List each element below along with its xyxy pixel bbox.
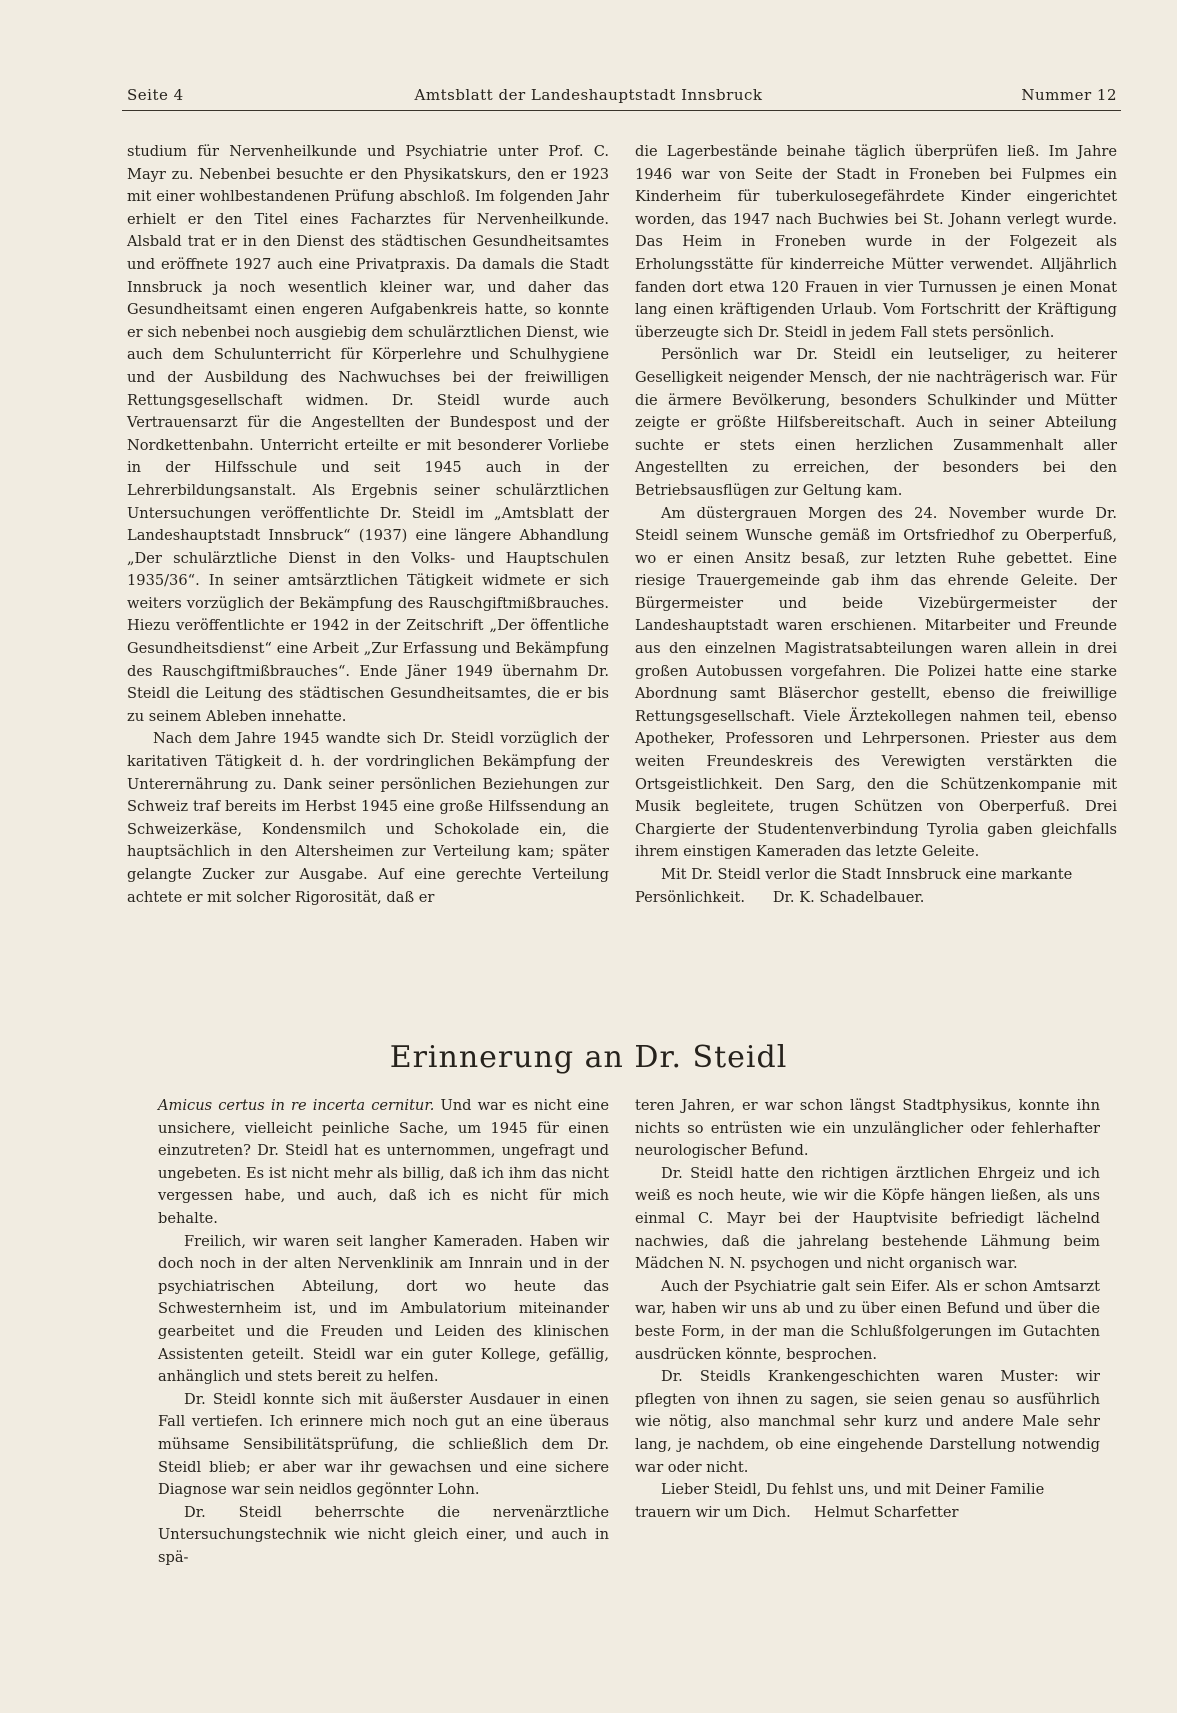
closing-paragraph (635, 1479, 1100, 1524)
obituary-right-column (635, 141, 1117, 909)
latin-quote: Amicus certus in re incerta cernitur. (158, 1097, 435, 1114)
memorial-title: Erinnerung an Dr. Steidl (389, 1040, 788, 1075)
paragraph: studium für Nervenheilkunde und Psychiatrie unter Prof. C. Mayr zu. Nebenbei besuchte er den Physikatskurs, den er 1923 mit einer wohlbestandenen Prüfung abschloß. Im folgenden Jahr erhielt er den Titel eines Facharztes für Nervenheilkunde. Alsbald trat er in den Dienst des städtischen Gesundheitsamtes und eröffnete 1927 auch eine Privatpraxis. Da damals die Stadt Innsbruck ja noch wesentlich kleiner war, und daher das Gesundheitsamt einen engeren Aufgabenkreis hatte, so konnte er sich nebenbei noch ausgiebig dem schulärztlichen Dienst, wie auch dem Schulunterricht für Körperlehre und Schulhygiene und der Ausbildung des Nachwuchses bei der freiwilligen Rettungsgesellschaft widmen. Dr. Steidl wurde auch Vertrauensarzt für die Angestellten der Bundespost und der Nordkettenbahn. Unterricht erteilte er mit besonderer Vorliebe in der Hilfsschule und seit 1945 auch in der Lehrerbildungsanstalt. Als Ergebnis seiner schulärztlichen Untersuchungen veröffentlichte Dr. Steidl im „Amtsblatt der Landeshauptstadt Innsbruck“ (1937) eine längere Abhandlung „Der schulärztliche Dienst in den Volks- und Hauptschulen 1935/36“. In seiner amtsärztlichen Tätigkeit widmete er sich weiters vorzüglich der Bekämpfung des Rauschgiftmißbrauches. Hiezu veröffentlichte er 1942 in der Zeitschrift „Der öffentliche Gesundheitsdienst“ eine Arbeit „Zur Erfassung und Bekämpfung des Rauschgiftmißbrauches“. Ende Jäner 1949 übernahm Dr. Steidl die Leitung des städtischen Gesundheitsamtes, die er bis zu seinem Ableben innehatte. (127, 143, 609, 725)
paragraph: Dr. Steidl hatte den richtigen ärztlichen Ehrgeiz und ich weiß es noch heute, wie wir die Köpfe hängen ließen, als uns einmal C. Mayr bei der Hauptvisite befriedigt lächelnd nachwies, daß die jahrelang bestehende Lähmung beim Mädchen N. N. psychogen und nicht organisch war. (635, 1164, 1100, 1273)
memorial-left-column (158, 1095, 609, 1569)
paragraph: Auch der Psychiatrie galt sein Eifer. Als er schon Amtsarzt war, haben wir uns ab und zu über einen Befund und über die beste Form, in der man die Schlußfolgerungen im Gutachten ausdrücken könnte, besprochen. (635, 1277, 1100, 1363)
header-rule (122, 110, 1121, 111)
publication-title: Amtsblatt der Landeshauptstadt Innsbruck (414, 86, 763, 104)
paragraph: Am düstergrauen Morgen des 24. November wurde Dr. Steidl seinem Wunsche gemäß im Ortsfriedhof zu Oberperfuß, wo er einen Ansitz besaß, zur letzten Ruhe gebettet. Eine riesige Trauergemeinde gab ihm das ehrende Geleite. Der Bürgermeister und beide Vizebürgermeister der Landeshauptstadt waren erschienen. Mitarbeiter und Freunde aus den einzelnen Magistratsabteilungen waren allein in drei großen Autobussen vorgefahren. Die Polizei hatte eine starke Abordnung samt Bläserchor gestellt, ebenso die freiwillige Rettungsgesellschaft. Viele Ärztekollegen nahmen teil, ebenso Apotheker, Professoren und Lehrpersonen. Priester aus dem weiten Freundeskreis des Verewigten verstärkten die Ortsgeistlichkeit. Den Sarg, den die Schützenkompanie mit Musik begleitete, trugen Schützen von Oberperfuß. Drei Chargierte der Studentenverbindung Tyrolia gaben gleichfalls ihrem einstigen Kameraden das letzte Geleite. (635, 504, 1117, 861)
page-number: Seite 4 (127, 86, 184, 104)
paragraph: teren Jahren, er war schon längst Stadtphysikus, konnte ihn nichts so entrüsten wie ein unzulänglicher oder fehlerhafter neurologischer Befund. (635, 1097, 1100, 1160)
paragraph-text: Und war es nicht eine unsichere, vielleicht peinliche Sache, um 1945 für einen einzutreten? Dr. Steidl hat es unternommen, ungefragt und ungebeten. Es ist nicht mehr als billig, daß ich ihm das nicht vergessen habe, und auch, daß ich es nicht für mich behalte. (158, 1097, 609, 1227)
memorial-signature: Helmut Scharfetter (814, 1503, 959, 1521)
obituary-signature: Dr. K. Schadelbauer. (772, 888, 925, 906)
paragraph: Nach dem Jahre 1945 wandte sich Dr. Steidl vorzüglich der karitativen Tätigkeit d. h. der vordringlichen Bekämpfung der Unterernährung zu. Dank seiner persönlichen Beziehungen zur Schweiz traf bereits im Herbst 1945 eine große Hilfssendung an Schweizerkäse, Kondensmilch und Schokolade ein, die hauptsächlich in den Altersheimen zur Verteilung kam; später gelangte Zucker zur Ausgabe. Auf eine gerechte Verteilung achtete er mit solcher Rigorosität, daß er (127, 730, 609, 906)
paragraph: Dr. Steidl beherrschte die nervenärztliche Untersuchungstechnik wie nicht gleich einer, und auch in spä- (158, 1503, 609, 1566)
closing-sentence: Mit Dr. Steidl verlor die Stadt Innsbruck eine markante Persönlichkeit. (635, 866, 1073, 906)
obituary-left-column (127, 141, 609, 909)
paragraph: Dr. Steidl konnte sich mit äußerster Ausdauer in einen Fall vertiefen. Ich erinnere mich noch gut an eine überaus mühsame Sensibilitätsprüfung, die schließlich dem Dr. Steidl blieb; er aber war ihr gewachsen und eine sichere Diagnose war sein neidlos gegönnter Lohn. (158, 1390, 609, 1499)
paragraph: Freilich, wir waren seit langher Kameraden. Haben wir doch noch in der alten Nervenklinik am Innrain und in der psychiatrischen Abteilung, dort wo heute das Schwesternheim ist, und im Ambulatorium miteinander gearbeitet und die Freuden und Leiden des klinischen Assistenten geteilt. Steidl war ein guter Kollege, gefällig, anhänglich und stets bereit zu helfen. (158, 1232, 609, 1386)
closing-paragraph (635, 864, 1117, 909)
paragraph (158, 1095, 609, 1231)
issue-number: Nummer 12 (1021, 86, 1117, 104)
memorial-right-column (635, 1095, 1100, 1524)
paragraph: Dr. Steidls Krankengeschichten waren Muster: wir pflegten von ihnen zu sagen, sie seien genau so ausführlich wie nötig, also manchmal sehr kurz und andere Male sehr lang, je nachdem, ob eine eingehende Darstellung notwendig war oder nicht. (635, 1368, 1100, 1476)
paragraph: Persönlich war Dr. Steidl ein leutseliger, zu heiterer Geselligkeit neigender Mensch, der nie nachträgerisch war. Für die ärmere Bevölkerung, besonders Schulkinder und Mütter zeigte er größte Hilfsbereitschaft. Auch in seiner Abteilung suchte er stets einen herzlichen Zusammenhalt aller Angestellten zu erreichen, der besonders bei den Betriebsausflügen zur Geltung kam. (635, 346, 1117, 499)
closing-sentence: Lieber Steidl, Du fehlst uns, und mit Deiner Familie trauern wir um Dich. (635, 1481, 1045, 1521)
paragraph: die Lagerbestände beinahe täglich überprüfen ließ. Im Jahre 1946 war von Seite der Stadt in Froneben bei Fulpmes ein Kinderheim für tuberkulosegefährdete Kinder eingerichtet worden, das 1947 nach Buchwies bei St. Johann verlegt wurde. Das Heim in Froneben wurde in der Folgezeit als Erholungsstätte für kinderreiche Mütter verwendet. Alljährlich fanden dort etwa 120 Frauen in vier Turnussen je einen Monat lang einen kräftigenden Urlaub. Vom Fortschritt der Kräftigung überzeugte sich Dr. Steidl in jedem Fall stets persönlich. (635, 143, 1117, 341)
